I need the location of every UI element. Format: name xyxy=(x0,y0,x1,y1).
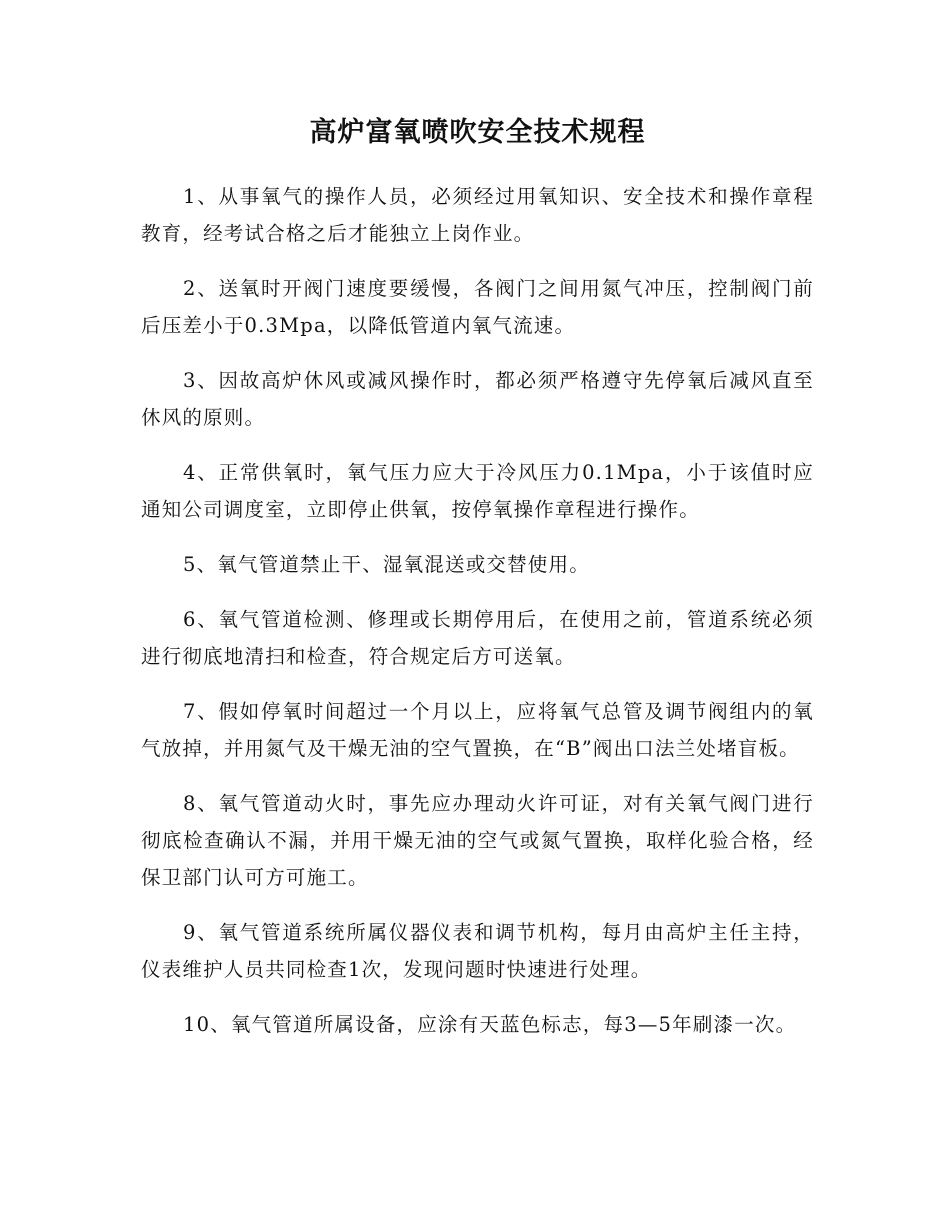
paragraph-10: 10、氧气管道所属设备，应涂有天蓝色标志，每3—5年刷漆一次。 xyxy=(183,1013,797,1036)
paragraph-8: 8、氧气管道动火时，事先应办理动火许可证，对有关氧气阀门进行彻底检查确认不漏，并用干燥无油的空气或氮气置换，取样化验合格，经保卫部门认可方可施工。 xyxy=(141,792,814,889)
paragraph-2: 2、送氧时开阀门速度要缓慢，各阀门之间用氮气冲压，控制阀门前后压差小于0.3Mpa，以降低管道内氧气流速。 xyxy=(141,277,814,337)
paragraph-5: 5、氧气管道禁止干、湿氧混送或交替使用。 xyxy=(183,553,590,576)
paragraph-3: 3、因故高炉休风或减风操作时，都必须严格遵守先停氧后减风直至休风的原则。 xyxy=(141,369,814,429)
paragraph-7: 7、假如停氧时间超过一个月以上，应将氧气总管及调节阀组内的氧气放掉，并用氮气及干燥无油的空气置换，在“B”阀出口法兰处堵盲板。 xyxy=(141,700,814,760)
paragraph-4: 4、正常供氧时，氧气压力应大于冷风压力0.1Mpa，小于该值时应通知公司调度室，立即停止供氧，按停氧操作章程进行操作。 xyxy=(141,461,814,521)
paragraph-9: 9、氧气管道系统所属仪器仪表和调节机构，每月由高炉主任主持，仪表维护人员共同检查1次，发现问题时快速进行处理。 xyxy=(141,921,814,981)
paragraph-6: 6、氧气管道检测、修理或长期停用后，在使用之前，管道系统必须进行彻底地清扫和检查，符合规定后方可送氧。 xyxy=(141,608,814,668)
paragraph-1: 1、从事氧气的操作人员，必须经过用氧知识、安全技术和操作章程教育，经考试合格之后才能独立上岗作业。 xyxy=(141,185,814,245)
document-title: 高炉富氧喷吹安全技术规程 xyxy=(309,117,646,148)
